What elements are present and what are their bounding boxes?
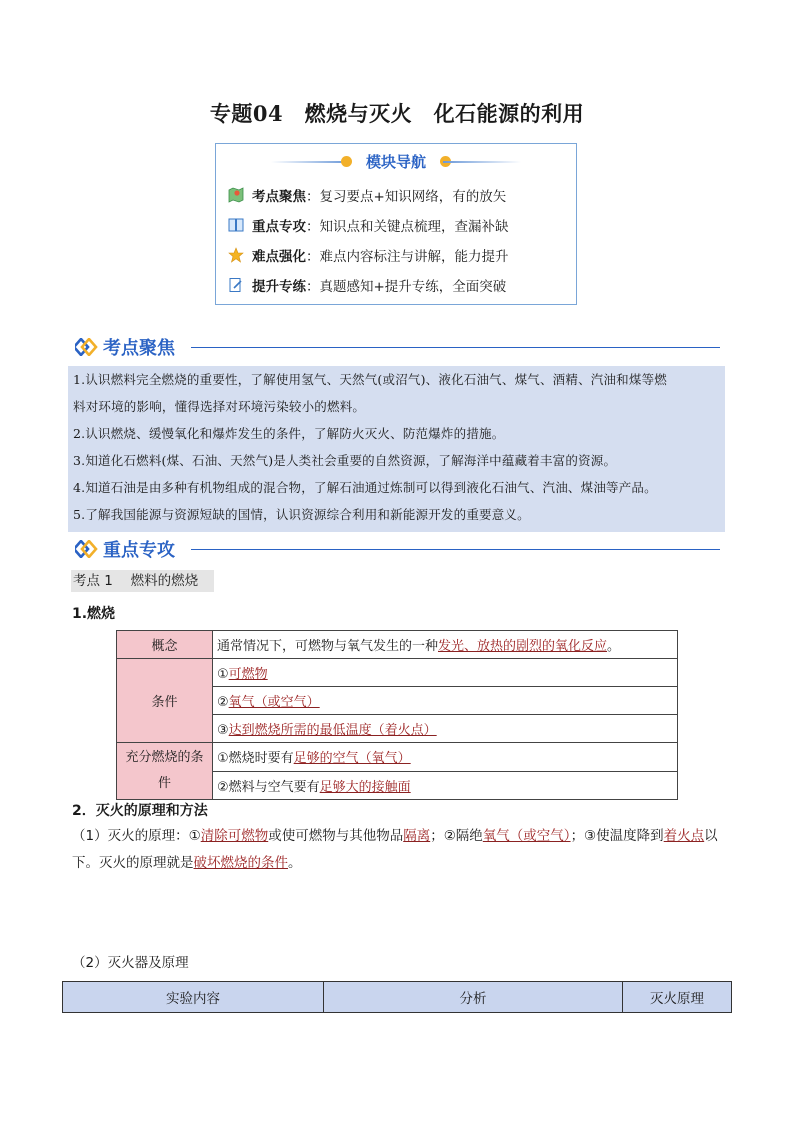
focus-line: 料对环境的影响，懂得选择对环境污染较小的燃料。 [73, 399, 366, 414]
concept-label: 概念 [117, 631, 213, 659]
cond-answer: 可燃物 [228, 667, 268, 682]
nav-item-key: 考点聚焦 [252, 189, 306, 205]
concept-answer: 发光、放热的剧烈的氧化反应 [438, 639, 608, 654]
table-row [117, 659, 678, 687]
concept-end: 。 [607, 639, 621, 654]
full-cell [213, 743, 678, 772]
nav-item-key: 提升专练 [252, 279, 306, 295]
combustion-table [116, 630, 678, 800]
principle-text: 以下。灭火的原理就是 [72, 828, 718, 871]
nav-item-text: ：真题感知+提升专练，全面突破 [306, 279, 507, 295]
section-rule [191, 549, 720, 550]
diamond-icon [75, 338, 99, 356]
nav-item-key-points [228, 214, 509, 236]
focus-line: 4.知道石油是由多种有机物组成的混合物，了解石油通过炼制可以得到液化石油气、汽油、煤油等产品。 [73, 480, 657, 495]
full-combustion-label: 充分燃烧的条件 [117, 743, 213, 800]
principle-text: ；③使温度降到 [570, 828, 664, 844]
kaodian-tag: 考点 1 燃料的燃烧 [71, 570, 214, 592]
cond-num: ① [217, 667, 229, 682]
nav-item-text: ：复习要点+知识网络，有的放矢 [306, 189, 507, 205]
principle-answer: 清除可燃物 [200, 828, 269, 844]
concept-text: 通常情况下，可燃物与氧气发生的一种 [217, 639, 439, 654]
diamond-icon [75, 540, 99, 558]
focus-line: 2.认识燃烧、缓慢氧化和爆炸发生的条件，了解防火灭火、防范爆炸的措施。 [73, 426, 505, 441]
focus-line: 5.了解我国能源与资源短缺的国情，认识资源综合利用和新能源开发的重要意义。 [73, 507, 530, 522]
section-header-key [75, 536, 720, 562]
principle-answer: 氧气（或空气） [482, 828, 571, 844]
col-header-principle: 灭火原理 [623, 982, 732, 1013]
nav-item-text: ：知识点和关键点梳理，查漏补缺 [306, 219, 509, 235]
subheading-extinguish: 2．灭火的原理和方法 [72, 803, 208, 819]
col-header-content: 实验内容 [63, 982, 324, 1013]
focus-points-block [68, 366, 725, 532]
nav-item-text: ：难点内容标注与讲解，能力提升 [306, 249, 509, 265]
nav-divider-right [443, 161, 521, 163]
pencil-icon [228, 277, 244, 293]
section-title: 考点聚焦 [103, 338, 175, 359]
section-title: 重点专攻 [103, 540, 175, 561]
principle-answer: 隔离 [403, 828, 431, 844]
condition-cell [213, 687, 678, 715]
condition-label: 条件 [117, 659, 213, 743]
table-row [117, 631, 678, 659]
principle-text: 或使可燃物与其他物品 [268, 828, 404, 844]
cond-num: ③ [217, 723, 229, 738]
condition-cell [213, 715, 678, 743]
section-header-focus [75, 334, 720, 360]
table-row [117, 743, 678, 772]
full-answer: 足够的空气（氧气） [293, 751, 411, 767]
book-icon [228, 217, 244, 233]
experiment-table [62, 981, 732, 1013]
full-text: ①燃烧时要有 [217, 751, 294, 767]
nav-item-difficulty [228, 244, 509, 266]
module-nav-header [216, 150, 576, 172]
concept-cell [213, 631, 678, 659]
star-icon [228, 247, 244, 263]
cond-answer: 氧气（或空气） [228, 695, 320, 710]
focus-line: 3.知道化石燃料(煤、石油、天然气)是人类社会重要的自然资源，了解海洋中蕴藏着丰富的资源。 [73, 453, 617, 468]
section-rule [191, 347, 720, 348]
subheading-combustion: 1.燃烧 [72, 606, 116, 622]
principle-answer: 破坏燃烧的条件 [193, 855, 288, 871]
nav-item-practice [228, 274, 506, 296]
principle-text: （1）灭火的原理：① [72, 828, 201, 844]
nav-item-key: 难点强化 [252, 249, 306, 265]
col-header-analysis: 分析 [324, 982, 623, 1013]
principle-paragraph [72, 823, 724, 877]
nav-item-key: 重点专攻 [252, 219, 306, 235]
cond-num: ② [217, 695, 229, 710]
map-icon [228, 187, 244, 203]
table-header-row [63, 982, 732, 1013]
nav-item-focus [228, 184, 506, 206]
full-answer: 足够大的接触面 [319, 779, 411, 795]
cond-answer: 达到燃烧所需的最低温度（着火点） [228, 723, 437, 738]
subheading-extinguisher: （2）灭火器及原理 [72, 955, 189, 971]
principle-answer: 着火点 [663, 828, 705, 844]
principle-text: ；②隔绝 [430, 828, 483, 844]
module-nav-title: 模块导航 [365, 153, 426, 171]
module-nav-box [215, 143, 577, 305]
page-title: 专题04 燃烧与灭火 化石能源的利用 [209, 101, 585, 126]
condition-cell [213, 659, 678, 687]
full-cell [213, 771, 678, 800]
full-text: ②燃料与空气要有 [217, 779, 320, 795]
focus-line: 1.认识燃料完全燃烧的重要性，了解使用氢气、天然气(或沼气)、液化石油气、煤气、酒精、汽油和煤等燃 [73, 372, 667, 387]
principle-text: 。 [288, 855, 302, 871]
